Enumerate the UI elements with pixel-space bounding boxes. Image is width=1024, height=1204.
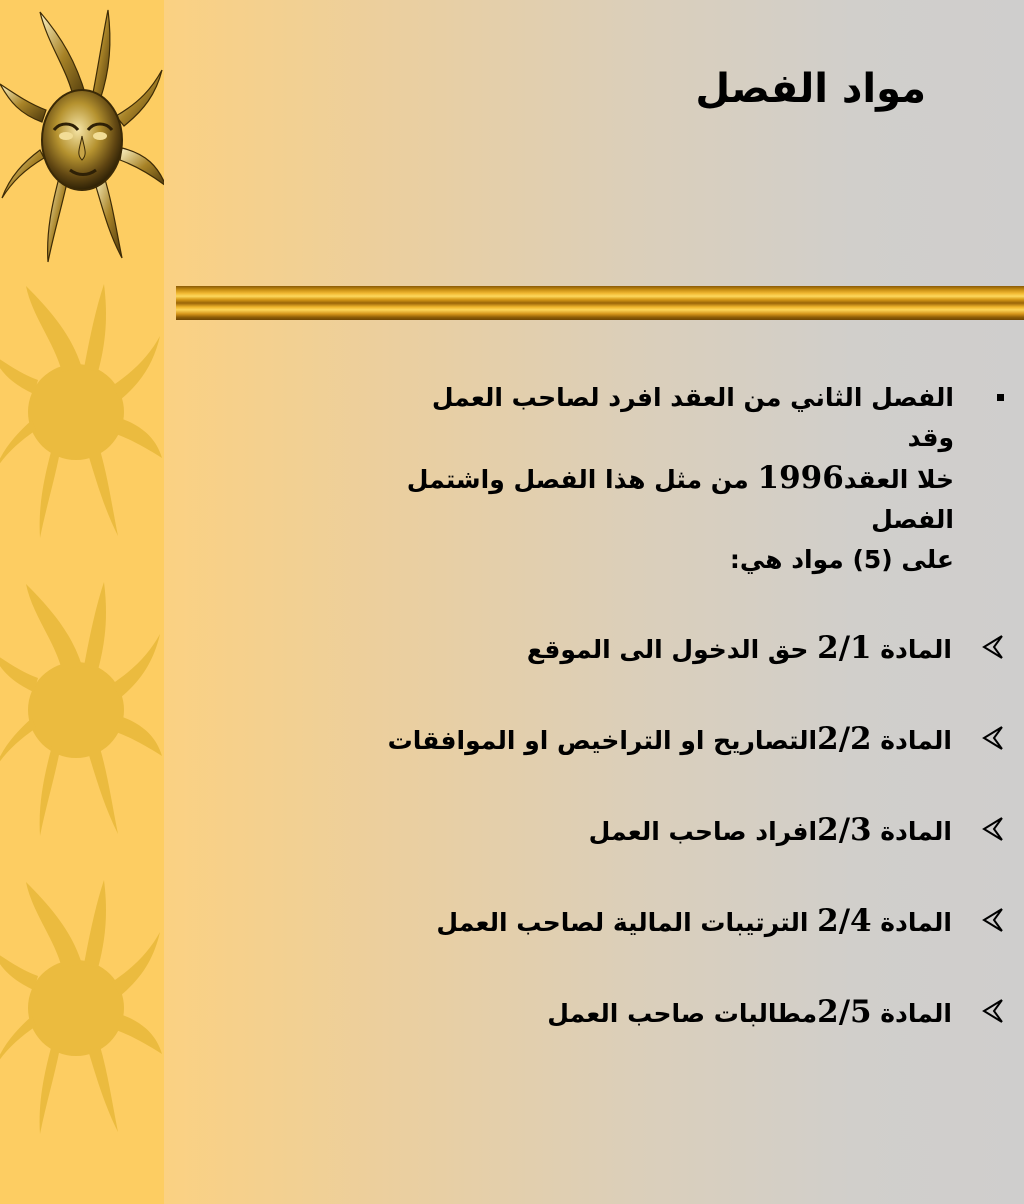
intro-line-2-prefix: خلا العقد — [843, 465, 954, 494]
item-number: 2/3 — [817, 812, 872, 848]
item-text: افراد صاحب العمل — [588, 817, 818, 846]
title-divider — [176, 286, 1024, 320]
gold-sun-face-icon — [0, 0, 164, 270]
item-prefix: المادة — [871, 908, 952, 937]
list-item — [176, 901, 1024, 941]
item-number: 2/4 — [817, 903, 872, 939]
sun-icon — [0, 878, 164, 1138]
slide-body — [176, 378, 1024, 1032]
square-bullet-icon — [997, 394, 1004, 401]
list-item — [176, 992, 1024, 1032]
decorative-sidebar — [0, 0, 164, 1204]
list-item — [176, 719, 1024, 759]
slide-title: مواد الفصل — [695, 66, 926, 112]
intro-paragraph — [394, 378, 1024, 580]
intro-line-2-suffix: من مثل هذا الفصل واشتمل الفصل — [406, 465, 954, 534]
item-prefix: المادة — [871, 726, 952, 755]
arrow-bullet-icon — [978, 723, 1008, 753]
item-text: مطالبات صاحب العمل — [547, 999, 818, 1028]
item-number: 2/1 — [817, 630, 872, 666]
item-prefix: المادة — [871, 635, 952, 664]
arrow-bullet-icon — [978, 996, 1008, 1026]
item-text: التصاريح او التراخيص او الموافقات — [387, 726, 818, 755]
item-text: الترتيبات المالية لصاحب العمل — [436, 908, 818, 937]
item-number: 2/2 — [817, 721, 872, 757]
sun-icon — [0, 282, 164, 542]
item-prefix: المادة — [871, 999, 952, 1028]
arrow-bullet-icon — [978, 814, 1008, 844]
list-item — [176, 810, 1024, 850]
item-text: حق الدخول الى الموقع — [526, 635, 818, 664]
intro-line-3: على (5) مواد هي: — [729, 545, 954, 574]
arrow-bullet-icon — [978, 632, 1008, 662]
intro-year: 1996 — [757, 460, 844, 496]
item-number: 2/5 — [817, 994, 872, 1030]
sun-icon — [0, 580, 164, 840]
articles-list — [176, 628, 1024, 1032]
item-prefix: المادة — [871, 817, 952, 846]
arrow-bullet-icon — [978, 905, 1008, 935]
list-item — [176, 628, 1024, 668]
intro-line-1: الفصل الثاني من العقد افرد لصاحب العمل وقد — [431, 383, 954, 452]
